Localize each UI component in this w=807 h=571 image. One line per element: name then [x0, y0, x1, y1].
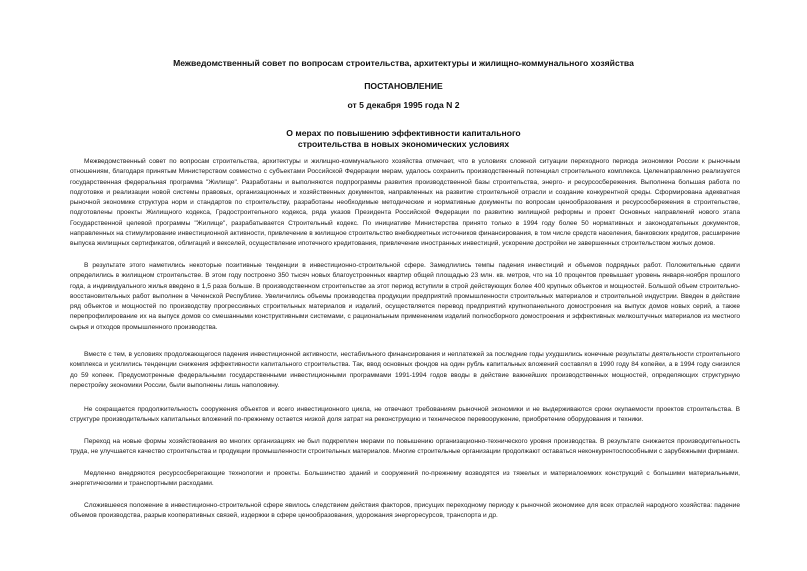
document-title-line-2: строительства в новых экономических условиях [297, 139, 510, 149]
document-title-line-1: О мерах по повышению эффективности капитального [286, 128, 521, 138]
body-paragraph-7: Сложившееся положение в инвестиционно-строительной сфере явилось следствием действия факторов, присущих переходному периоду к рыночной экономике для всех отраслей народного хозяйства: падение объемов производства, разрыв кооперативных связей, издержки в сфере ценообразования, удорожания энергоресурсов, транспорта и др. [70, 502, 740, 520]
document-type-heading: ПОСТАНОВЛЕНИЕ [364, 81, 443, 91]
body-paragraph-3: Вместе с тем, в условиях продолжающегося падения инвестиционной активности, нестабильного финансирования и неплатежей за последние годы ухудшились конечные результаты деятельности строительного комплекса и усилились тенденции снижения эффективности капитального строительства. Так, ввод основных фондов на один рубль капитальных вложений составлял в 1990 году 84 копейки, а в 1994 году снизился до 59 копеек. Предусмотренные федеральными государственными инвестиционными программами 1991-1994 годов вводы в действие важнейших производственных мощностей, определяющих структурную перестройку экономики России, были выполнены лишь наполовину. [70, 351, 740, 389]
body-paragraph-4: Не сокращается продолжительность сооружения объектов и всего инвестиционного цикла, не отвечают требованиям рыночной экономики и не выдерживаются сроки окупаемости проектов строительства. В структуре производительных капитальных вложений по-прежнему остается низкой доля затрат на реконструкцию и техническое перевооружение, приобретение оборудования и техники. [70, 406, 740, 424]
body-paragraph-1: Межведомственный совет по вопросам строительства, архитектуры и жилищно-коммунального хозяйства отмечает, что в условиях сложной ситуации переходного периода экономики России к рыночным отношениям, благодаря принятым Министерством совместно с субъектами Российской Федерации мерам, удалось сохранить производственный потенциал строительного комплекса. Целенаправленно реализуется государственная федеральная программа "Жилище". Разработаны и выполняются подпрограммы развития производственной базы строительства, энерго- и ресурсосбережения. Выполнена большая работа по подготовке и реализации новой системы правовых, организационных и хозяйственных документов, направленных на развитие строительной отрасли и создание конкурентной среды. Сформирована адекватная рыночной экономике структура норм и стандартов по строительству, разработаны необходимые методические и нормативные документы по вопросам ценообразования и ресурсосбережения в строительстве, подготовлены проекты Жилищного кодекса, Градостроительного кодекса, ряда указов Президента Российской Федерации по развитию жилищной реформы и проект Основных направлений нового этапа Государственной целевой программы "Жилище", разрабатывается Строительный кодекс. По инициативе Министерства принято только в 1994 году более 50 нормативных и законодательных документов, направленных на стимулирование инвестиционной активности, привлечение в жилищное строительство внебюджетных источников финансирования, в том числе средств населения, банковских кредитов, расширение выпуска жилищных сертификатов, облигаций и векселей, осуществление ипотечного кредитования, привлечение иностранных инвестиций, ускорение достройки не завершенных строительством жилых домов. [70, 158, 740, 248]
body-paragraph-5: Переход на новые формы хозяйствования во многих организациях не был подкреплен мерами по повышению организационно-технического уровня производства. В результате снижается производительность труда, не улучшается качество строительства и продукции промышленности строительных материалов. Многие строительные организации продолжают оставаться неконкурентоспособными с зарубежными фирмами. [70, 438, 740, 456]
body-paragraph-2: В результате этого наметились некоторые позитивные тенденции в инвестиционно-строительной сфере. Замедлились темпы падения инвестиций и объемов подрядных работ. Положительные сдвиги определились в жилищном строительстве. В этом году построено 350 тысяч новых благоустроенных квартир общей площадью 23 млн. кв. метров, что на 10 процентов превышает уровень января-ноября прошлого года, а индивидуального жилья введено в 1,5 раза больше. В производственном строительстве за этот период вступили в строй действующих более 400 крупных объектов и мощностей. Большой объем строительно-восстановительных работ выполнен в Чеченской Республике. Увеличились объемы производства продукции предприятий промышленности строительных материалов и строительной индустрии. Введен в действие ряд объектов и мощностей по производству прогрессивных строительных материалов и изделий, осуществляется перевод предприятий крупнопанельного домостроения на выпуск домов новых серий, а также перепрофилирование их на выпуск домов со смешанными конструктивными системами, с рациональным применением изделий полносборного домостроения и эффективных мелкоштучных материалов из местного сырья и отходов промышленного производства. [70, 262, 740, 331]
issuer-heading: Межведомственный совет по вопросам строительства, архитектуры и жилищно-коммунального хозяйства [173, 58, 634, 68]
body-paragraph-6: Медленно внедряются ресурсосберегающие технологии и проекты. Большинство зданий и сооружений по-прежнему возводятся из тяжелых и материалоемких конструкций с большими материальными, энергетическими и транспортными расходами. [70, 470, 740, 488]
document-date-number: от 5 декабря 1995 года N 2 [347, 100, 460, 110]
